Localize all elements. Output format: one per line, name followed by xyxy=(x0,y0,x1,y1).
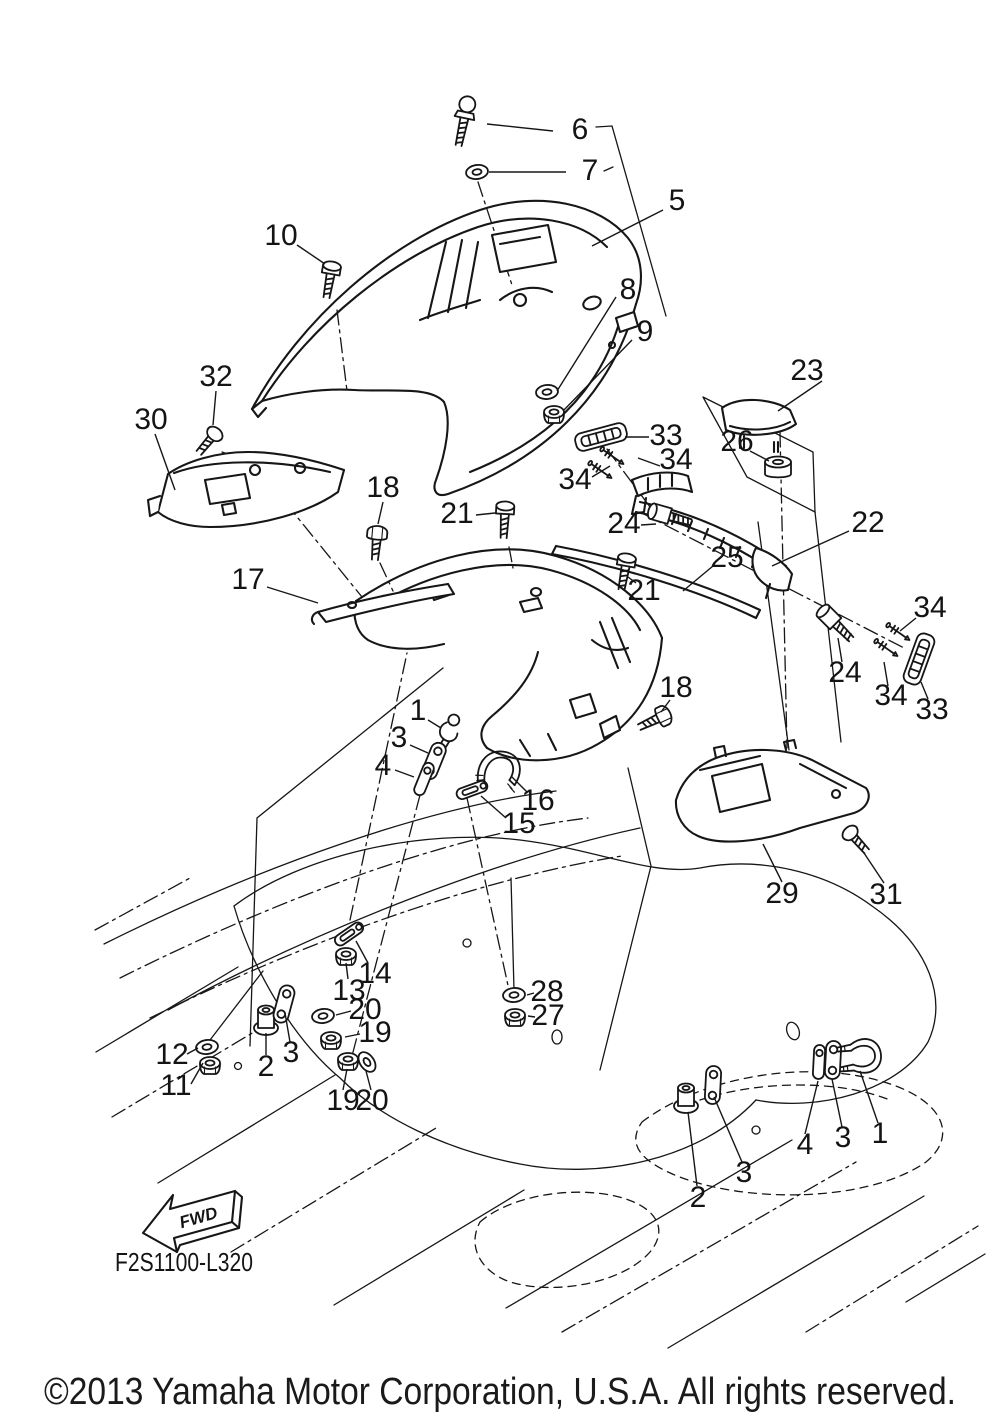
callout-18: 18 xyxy=(366,470,400,504)
leader-line-6 xyxy=(487,124,553,131)
callout-16: 16 xyxy=(521,783,555,817)
fwd-label: FWD xyxy=(177,1203,220,1233)
callout-5: 5 xyxy=(668,183,686,217)
leader-line-5 xyxy=(592,210,663,246)
leader-line-17 xyxy=(267,587,318,603)
leader-line-1 xyxy=(428,720,441,728)
latch-14 xyxy=(333,920,366,947)
leader-line-4 xyxy=(805,1081,818,1134)
callout-20: 20 xyxy=(355,1083,389,1117)
callout-13: 13 xyxy=(332,973,366,1007)
link-3-mid xyxy=(272,984,296,1025)
callout-19: 19 xyxy=(358,1015,392,1049)
leader-line-34 xyxy=(638,458,660,466)
callout-11: 11 xyxy=(160,1068,192,1102)
screw-18-right xyxy=(635,704,674,736)
callout-22: 22 xyxy=(851,505,885,539)
leader-line-1 xyxy=(860,1071,878,1123)
leader-line-2 xyxy=(688,1112,697,1186)
callout-2: 2 xyxy=(689,1180,707,1214)
pin-34-c xyxy=(873,637,900,659)
callout-31: 31 xyxy=(869,877,903,911)
leader-line-24 xyxy=(641,524,656,525)
strip-15 xyxy=(455,779,489,800)
washer-8 xyxy=(535,384,558,400)
callout-21: 21 xyxy=(440,496,474,530)
callout-33: 33 xyxy=(649,418,683,452)
callout-34: 34 xyxy=(558,462,592,496)
washer-28 xyxy=(502,987,525,1003)
leader-line-4 xyxy=(395,770,414,777)
callout-24: 24 xyxy=(828,655,862,689)
u-bolt-1-right xyxy=(836,1037,883,1076)
nut-27 xyxy=(505,1009,525,1026)
callout-30: 30 xyxy=(134,402,168,436)
leader-line-9 xyxy=(563,340,632,411)
screw-24-right xyxy=(814,602,856,644)
callout-3: 3 xyxy=(735,1155,753,1189)
bolt-10 xyxy=(318,260,342,299)
callout-25: 25 xyxy=(710,540,744,574)
callout-1: 1 xyxy=(871,1116,889,1150)
leader-line-3 xyxy=(410,745,428,753)
leader-line-21 xyxy=(476,513,495,515)
pin-34-a xyxy=(599,445,626,467)
callout-23: 23 xyxy=(790,353,824,387)
copyright-text: ©2013 Yamaha Motor Corporation, U.S.A. All rights reserved. xyxy=(44,1371,956,1413)
callout-12: 12 xyxy=(155,1037,189,1071)
callout-7: 7 xyxy=(581,153,599,187)
callout-3: 3 xyxy=(282,1035,300,1069)
callout-29: 29 xyxy=(765,876,799,910)
callout-20: 20 xyxy=(348,992,382,1026)
callout-8: 8 xyxy=(619,272,637,306)
nut-19-b xyxy=(338,1053,358,1070)
bracket-part xyxy=(676,740,869,842)
callout-18: 18 xyxy=(659,670,693,704)
leader-line-3 xyxy=(714,1097,742,1162)
washer-7 xyxy=(465,164,489,181)
leader-line-32 xyxy=(213,391,216,425)
left-trim-part xyxy=(148,452,344,527)
callout-27: 27 xyxy=(531,998,565,1032)
link-3-right-a xyxy=(705,1066,722,1105)
callout-9: 9 xyxy=(636,314,654,348)
screw-18-left xyxy=(365,525,388,561)
nut-13 xyxy=(336,948,356,965)
washer-20-a xyxy=(311,1008,335,1025)
screw-31 xyxy=(840,823,873,857)
callout-21: 21 xyxy=(627,573,661,607)
strip-4-right xyxy=(813,1045,826,1080)
callout-19: 19 xyxy=(326,1083,360,1117)
nut-19-a xyxy=(321,1032,341,1049)
nut-11 xyxy=(200,1057,220,1074)
reinforcement-strip-part xyxy=(312,584,454,624)
leader-line-25 xyxy=(683,566,713,591)
washer-12 xyxy=(195,1039,219,1056)
callout-1: 1 xyxy=(409,693,427,727)
callout-3: 3 xyxy=(390,720,408,754)
callout-24: 24 xyxy=(607,506,641,540)
bushing-2-right xyxy=(674,1084,698,1114)
callout-32: 32 xyxy=(199,359,233,393)
callout-2: 2 xyxy=(257,1049,275,1083)
callout-4: 4 xyxy=(374,748,392,782)
fwd-arrow xyxy=(143,1191,242,1252)
callout-15: 15 xyxy=(502,806,536,840)
callout-34: 34 xyxy=(659,442,693,476)
callout-4: 4 xyxy=(796,1127,814,1161)
callout-6: 6 xyxy=(571,112,589,146)
callout-28: 28 xyxy=(530,974,564,1008)
screw-32 xyxy=(192,424,225,459)
washer-20-b xyxy=(355,1049,379,1075)
leader-line-8 xyxy=(557,297,616,391)
nut-9 xyxy=(544,406,564,423)
bolt-21-left xyxy=(495,501,515,538)
bolt-6 xyxy=(449,94,479,147)
leader-line-10 xyxy=(297,245,325,264)
leader-line-3 xyxy=(832,1079,842,1127)
grommet-26 xyxy=(765,457,791,478)
callout-33: 33 xyxy=(915,692,949,726)
callout-34: 34 xyxy=(874,678,908,712)
callout-26: 26 xyxy=(720,424,754,458)
callout-10: 10 xyxy=(264,218,298,252)
leader-line-22 xyxy=(772,531,849,566)
leader-line-18 xyxy=(378,502,383,524)
callout-34: 34 xyxy=(913,590,947,624)
callout-14: 14 xyxy=(358,956,392,990)
callout-17: 17 xyxy=(231,562,265,596)
callout-3: 3 xyxy=(834,1120,852,1154)
drawing-code: F2S1100-L320 xyxy=(115,1247,253,1277)
